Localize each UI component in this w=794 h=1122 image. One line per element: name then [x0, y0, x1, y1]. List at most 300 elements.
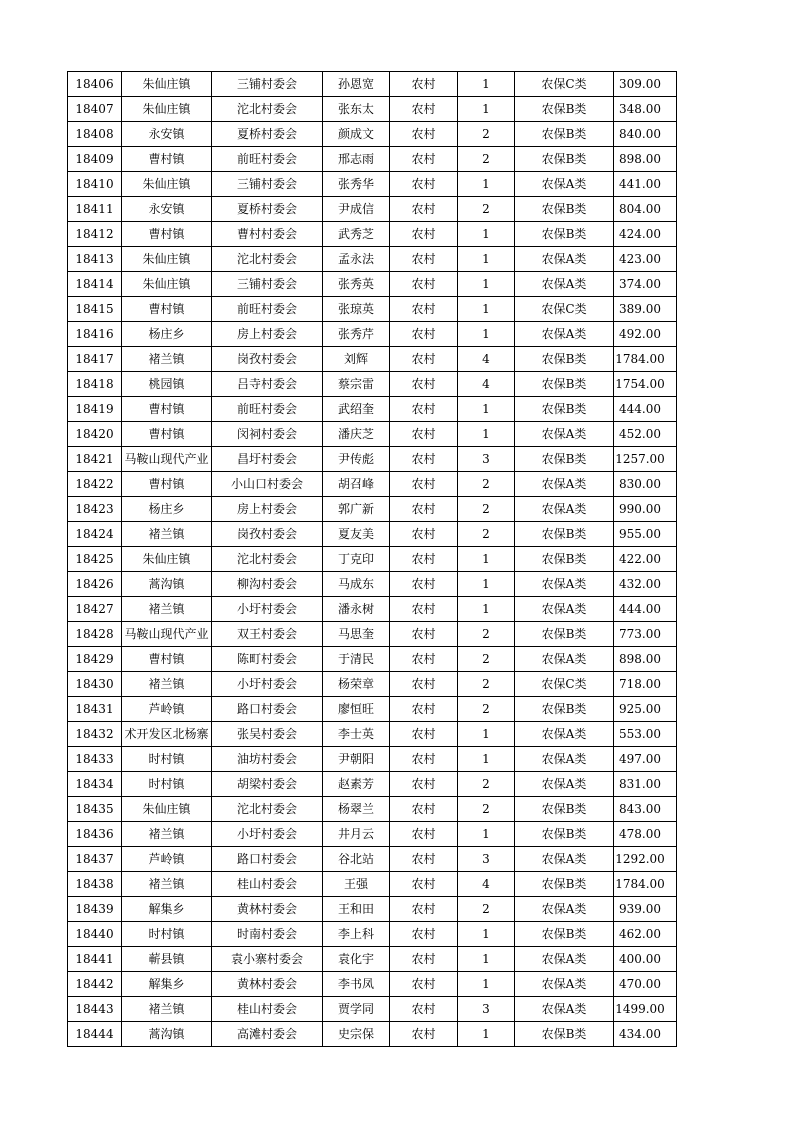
- village-committee-cell: 沱北村委会: [212, 547, 323, 572]
- table-body: [68, 72, 677, 1047]
- area-type-cell: 农村: [390, 522, 458, 547]
- household-size-cell: 1: [458, 547, 515, 572]
- household-size-cell: 2: [458, 647, 515, 672]
- township-cell: 褚兰镇: [122, 822, 212, 847]
- amount-cell: 374.00: [614, 272, 677, 297]
- township-cell: 永安镇: [122, 197, 212, 222]
- record-number-cell: 18438: [68, 872, 122, 897]
- area-type-cell: 农村: [390, 147, 458, 172]
- amount-cell: 1257.00: [614, 447, 677, 472]
- relief-roster-table: [67, 71, 677, 1047]
- amount-cell: 553.00: [614, 722, 677, 747]
- household-size-cell: 2: [458, 797, 515, 822]
- record-number-cell: 18442: [68, 972, 122, 997]
- recipient-name-cell: 夏友美: [323, 522, 390, 547]
- village-committee-cell: 小圩村委会: [212, 597, 323, 622]
- table-row: [68, 472, 677, 497]
- table-row: [68, 847, 677, 872]
- township-cell: 曹村镇: [122, 472, 212, 497]
- household-size-cell: 4: [458, 372, 515, 397]
- assistance-category-cell: 农保B类: [515, 347, 614, 372]
- township-cell: 马鞍山现代产业: [122, 447, 212, 472]
- household-size-cell: 1: [458, 572, 515, 597]
- village-committee-cell: 前旺村委会: [212, 147, 323, 172]
- household-size-cell: 2: [458, 522, 515, 547]
- recipient-name-cell: 颜成文: [323, 122, 390, 147]
- area-type-cell: 农村: [390, 97, 458, 122]
- recipient-name-cell: 武秀芝: [323, 222, 390, 247]
- table-row: [68, 147, 677, 172]
- amount-cell: 898.00: [614, 647, 677, 672]
- township-cell: 朱仙庄镇: [122, 172, 212, 197]
- township-cell: 时村镇: [122, 772, 212, 797]
- recipient-name-cell: 刘辉: [323, 347, 390, 372]
- record-number-cell: 18423: [68, 497, 122, 522]
- recipient-name-cell: 赵素芳: [323, 772, 390, 797]
- recipient-name-cell: 李书凤: [323, 972, 390, 997]
- recipient-name-cell: 廖恒旺: [323, 697, 390, 722]
- household-size-cell: 3: [458, 997, 515, 1022]
- village-committee-cell: 闵祠村委会: [212, 422, 323, 447]
- recipient-name-cell: 王和田: [323, 897, 390, 922]
- household-size-cell: 1: [458, 222, 515, 247]
- assistance-category-cell: 农保A类: [515, 847, 614, 872]
- amount-cell: 990.00: [614, 497, 677, 522]
- amount-cell: 773.00: [614, 622, 677, 647]
- table-row: [68, 747, 677, 772]
- area-type-cell: 农村: [390, 622, 458, 647]
- record-number-cell: 18420: [68, 422, 122, 447]
- village-committee-cell: 柳沟村委会: [212, 572, 323, 597]
- area-type-cell: 农村: [390, 397, 458, 422]
- assistance-category-cell: 农保B类: [515, 872, 614, 897]
- amount-cell: 470.00: [614, 972, 677, 997]
- table-row: [68, 947, 677, 972]
- village-committee-cell: 三铺村委会: [212, 172, 323, 197]
- table-row: [68, 422, 677, 447]
- area-type-cell: 农村: [390, 947, 458, 972]
- township-cell: 朱仙庄镇: [122, 547, 212, 572]
- village-committee-cell: 路口村委会: [212, 847, 323, 872]
- recipient-name-cell: 于清民: [323, 647, 390, 672]
- village-committee-cell: 夏桥村委会: [212, 122, 323, 147]
- township-cell: 芦岭镇: [122, 697, 212, 722]
- household-size-cell: 2: [458, 622, 515, 647]
- township-cell: 朱仙庄镇: [122, 797, 212, 822]
- assistance-category-cell: 农保C类: [515, 672, 614, 697]
- household-size-cell: 1: [458, 297, 515, 322]
- recipient-name-cell: 尹成信: [323, 197, 390, 222]
- assistance-category-cell: 农保B类: [515, 147, 614, 172]
- amount-cell: 925.00: [614, 697, 677, 722]
- township-cell: 褚兰镇: [122, 347, 212, 372]
- area-type-cell: 农村: [390, 772, 458, 797]
- recipient-name-cell: 史宗保: [323, 1022, 390, 1047]
- assistance-category-cell: 农保A类: [515, 747, 614, 772]
- township-cell: 解集乡: [122, 897, 212, 922]
- record-number-cell: 18431: [68, 697, 122, 722]
- household-size-cell: 1: [458, 1022, 515, 1047]
- household-size-cell: 2: [458, 497, 515, 522]
- township-cell: 术开发区北杨寨: [122, 722, 212, 747]
- recipient-name-cell: 贾学同: [323, 997, 390, 1022]
- area-type-cell: 农村: [390, 172, 458, 197]
- amount-cell: 492.00: [614, 322, 677, 347]
- recipient-name-cell: 丁克印: [323, 547, 390, 572]
- record-number-cell: 18407: [68, 97, 122, 122]
- area-type-cell: 农村: [390, 847, 458, 872]
- recipient-name-cell: 武绍奎: [323, 397, 390, 422]
- township-cell: 褚兰镇: [122, 522, 212, 547]
- record-number-cell: 18412: [68, 222, 122, 247]
- recipient-name-cell: 潘永树: [323, 597, 390, 622]
- area-type-cell: 农村: [390, 872, 458, 897]
- household-size-cell: 1: [458, 922, 515, 947]
- assistance-category-cell: 农保A类: [515, 972, 614, 997]
- record-number-cell: 18416: [68, 322, 122, 347]
- table-row: [68, 597, 677, 622]
- amount-cell: 441.00: [614, 172, 677, 197]
- household-size-cell: 1: [458, 272, 515, 297]
- township-cell: 褚兰镇: [122, 672, 212, 697]
- assistance-category-cell: 农保A类: [515, 997, 614, 1022]
- assistance-category-cell: 农保B类: [515, 522, 614, 547]
- record-number-cell: 18435: [68, 797, 122, 822]
- amount-cell: 1499.00: [614, 997, 677, 1022]
- table-row: [68, 97, 677, 122]
- recipient-name-cell: 杨翠兰: [323, 797, 390, 822]
- village-committee-cell: 小圩村委会: [212, 822, 323, 847]
- household-size-cell: 1: [458, 172, 515, 197]
- village-committee-cell: 黄林村委会: [212, 972, 323, 997]
- village-committee-cell: 沱北村委会: [212, 97, 323, 122]
- table-row: [68, 72, 677, 97]
- village-committee-cell: 房上村委会: [212, 322, 323, 347]
- area-type-cell: 农村: [390, 797, 458, 822]
- assistance-category-cell: 农保B类: [515, 222, 614, 247]
- area-type-cell: 农村: [390, 722, 458, 747]
- table-row: [68, 572, 677, 597]
- assistance-category-cell: 农保A类: [515, 647, 614, 672]
- village-committee-cell: 陈町村委会: [212, 647, 323, 672]
- table-row: [68, 997, 677, 1022]
- household-size-cell: 1: [458, 822, 515, 847]
- village-committee-cell: 房上村委会: [212, 497, 323, 522]
- amount-cell: 804.00: [614, 197, 677, 222]
- table-row: [68, 722, 677, 747]
- assistance-category-cell: 农保B类: [515, 922, 614, 947]
- record-number-cell: 18414: [68, 272, 122, 297]
- assistance-category-cell: 农保A类: [515, 947, 614, 972]
- table-row: [68, 1022, 677, 1047]
- table-row: [68, 972, 677, 997]
- area-type-cell: 农村: [390, 72, 458, 97]
- recipient-name-cell: 张琼英: [323, 297, 390, 322]
- area-type-cell: 农村: [390, 372, 458, 397]
- amount-cell: 497.00: [614, 747, 677, 772]
- record-number-cell: 18428: [68, 622, 122, 647]
- township-cell: 曹村镇: [122, 222, 212, 247]
- recipient-name-cell: 马思奎: [323, 622, 390, 647]
- table-row: [68, 172, 677, 197]
- record-number-cell: 18415: [68, 297, 122, 322]
- household-size-cell: 3: [458, 847, 515, 872]
- township-cell: 杨庄乡: [122, 322, 212, 347]
- assistance-category-cell: 农保B类: [515, 697, 614, 722]
- amount-cell: 718.00: [614, 672, 677, 697]
- assistance-category-cell: 农保B类: [515, 97, 614, 122]
- household-size-cell: 1: [458, 72, 515, 97]
- recipient-name-cell: 袁化宇: [323, 947, 390, 972]
- household-size-cell: 2: [458, 472, 515, 497]
- assistance-category-cell: 农保A类: [515, 272, 614, 297]
- area-type-cell: 农村: [390, 497, 458, 522]
- assistance-category-cell: 农保A类: [515, 472, 614, 497]
- village-committee-cell: 曹村村委会: [212, 222, 323, 247]
- record-number-cell: 18417: [68, 347, 122, 372]
- area-type-cell: 农村: [390, 972, 458, 997]
- amount-cell: 444.00: [614, 597, 677, 622]
- township-cell: 朱仙庄镇: [122, 272, 212, 297]
- village-committee-cell: 时南村委会: [212, 922, 323, 947]
- township-cell: 曹村镇: [122, 422, 212, 447]
- recipient-name-cell: 潘庆芝: [323, 422, 390, 447]
- amount-cell: 1784.00: [614, 347, 677, 372]
- table-row: [68, 247, 677, 272]
- household-size-cell: 2: [458, 197, 515, 222]
- record-number-cell: 18408: [68, 122, 122, 147]
- village-committee-cell: 三铺村委会: [212, 272, 323, 297]
- village-committee-cell: 沱北村委会: [212, 797, 323, 822]
- amount-cell: 422.00: [614, 547, 677, 572]
- village-committee-cell: 小山口村委会: [212, 472, 323, 497]
- township-cell: 曹村镇: [122, 147, 212, 172]
- amount-cell: 424.00: [614, 222, 677, 247]
- amount-cell: 1292.00: [614, 847, 677, 872]
- area-type-cell: 农村: [390, 272, 458, 297]
- record-number-cell: 18427: [68, 597, 122, 622]
- household-size-cell: 1: [458, 247, 515, 272]
- record-number-cell: 18440: [68, 922, 122, 947]
- record-number-cell: 18439: [68, 897, 122, 922]
- recipient-name-cell: 井月云: [323, 822, 390, 847]
- assistance-category-cell: 农保A类: [515, 422, 614, 447]
- record-number-cell: 18433: [68, 747, 122, 772]
- amount-cell: 462.00: [614, 922, 677, 947]
- area-type-cell: 农村: [390, 697, 458, 722]
- household-size-cell: 4: [458, 347, 515, 372]
- record-number-cell: 18426: [68, 572, 122, 597]
- table-row: [68, 672, 677, 697]
- village-committee-cell: 路口村委会: [212, 697, 323, 722]
- household-size-cell: 4: [458, 872, 515, 897]
- area-type-cell: 农村: [390, 822, 458, 847]
- record-number-cell: 18410: [68, 172, 122, 197]
- recipient-name-cell: 郭广新: [323, 497, 390, 522]
- area-type-cell: 农村: [390, 472, 458, 497]
- township-cell: 蒿沟镇: [122, 572, 212, 597]
- recipient-name-cell: 胡召峰: [323, 472, 390, 497]
- record-number-cell: 18434: [68, 772, 122, 797]
- table-row: [68, 447, 677, 472]
- assistance-category-cell: 农保A类: [515, 572, 614, 597]
- village-committee-cell: 张吴村委会: [212, 722, 323, 747]
- village-committee-cell: 桂山村委会: [212, 872, 323, 897]
- household-size-cell: 1: [458, 422, 515, 447]
- household-size-cell: 1: [458, 322, 515, 347]
- area-type-cell: 农村: [390, 247, 458, 272]
- assistance-category-cell: 农保B类: [515, 822, 614, 847]
- table-row: [68, 822, 677, 847]
- table-row: [68, 872, 677, 897]
- recipient-name-cell: 尹朝阳: [323, 747, 390, 772]
- township-cell: 永安镇: [122, 122, 212, 147]
- household-size-cell: 1: [458, 597, 515, 622]
- recipient-name-cell: 孙恩宽: [323, 72, 390, 97]
- amount-cell: 309.00: [614, 72, 677, 97]
- village-committee-cell: 黄林村委会: [212, 897, 323, 922]
- township-cell: 解集乡: [122, 972, 212, 997]
- household-size-cell: 2: [458, 672, 515, 697]
- area-type-cell: 农村: [390, 447, 458, 472]
- amount-cell: 955.00: [614, 522, 677, 547]
- area-type-cell: 农村: [390, 297, 458, 322]
- recipient-name-cell: 马成东: [323, 572, 390, 597]
- township-cell: 蕲县镇: [122, 947, 212, 972]
- village-committee-cell: 油坊村委会: [212, 747, 323, 772]
- township-cell: 桃园镇: [122, 372, 212, 397]
- township-cell: 曹村镇: [122, 647, 212, 672]
- assistance-category-cell: 农保A类: [515, 722, 614, 747]
- amount-cell: 831.00: [614, 772, 677, 797]
- table-row: [68, 922, 677, 947]
- assistance-category-cell: 农保B类: [515, 372, 614, 397]
- amount-cell: 830.00: [614, 472, 677, 497]
- recipient-name-cell: 谷北站: [323, 847, 390, 872]
- village-committee-cell: 高滩村委会: [212, 1022, 323, 1047]
- assistance-category-cell: 农保A类: [515, 897, 614, 922]
- assistance-category-cell: 农保A类: [515, 172, 614, 197]
- village-committee-cell: 袁小寨村委会: [212, 947, 323, 972]
- township-cell: 曹村镇: [122, 297, 212, 322]
- amount-cell: 400.00: [614, 947, 677, 972]
- record-number-cell: 18406: [68, 72, 122, 97]
- area-type-cell: 农村: [390, 122, 458, 147]
- township-cell: 朱仙庄镇: [122, 72, 212, 97]
- township-cell: 杨庄乡: [122, 497, 212, 522]
- village-committee-cell: 三铺村委会: [212, 72, 323, 97]
- amount-cell: 478.00: [614, 822, 677, 847]
- table-row: [68, 322, 677, 347]
- household-size-cell: 1: [458, 97, 515, 122]
- township-cell: 芦岭镇: [122, 847, 212, 872]
- amount-cell: 898.00: [614, 147, 677, 172]
- area-type-cell: 农村: [390, 747, 458, 772]
- township-cell: 褚兰镇: [122, 997, 212, 1022]
- village-committee-cell: 岗孜村委会: [212, 347, 323, 372]
- area-type-cell: 农村: [390, 322, 458, 347]
- record-number-cell: 18418: [68, 372, 122, 397]
- village-committee-cell: 双王村委会: [212, 622, 323, 647]
- amount-cell: 434.00: [614, 1022, 677, 1047]
- amount-cell: 843.00: [614, 797, 677, 822]
- table-row: [68, 272, 677, 297]
- area-type-cell: 农村: [390, 672, 458, 697]
- household-size-cell: 1: [458, 747, 515, 772]
- record-number-cell: 18429: [68, 647, 122, 672]
- village-committee-cell: 前旺村委会: [212, 297, 323, 322]
- assistance-category-cell: 农保A类: [515, 772, 614, 797]
- record-number-cell: 18432: [68, 722, 122, 747]
- area-type-cell: 农村: [390, 897, 458, 922]
- amount-cell: 840.00: [614, 122, 677, 147]
- village-committee-cell: 沱北村委会: [212, 247, 323, 272]
- recipient-name-cell: 李上科: [323, 922, 390, 947]
- table-row: [68, 622, 677, 647]
- household-size-cell: 1: [458, 397, 515, 422]
- record-number-cell: 18424: [68, 522, 122, 547]
- record-number-cell: 18419: [68, 397, 122, 422]
- assistance-category-cell: 农保A类: [515, 497, 614, 522]
- recipient-name-cell: 张秀华: [323, 172, 390, 197]
- record-number-cell: 18443: [68, 997, 122, 1022]
- table-row: [68, 897, 677, 922]
- household-size-cell: 2: [458, 122, 515, 147]
- village-committee-cell: 小圩村委会: [212, 672, 323, 697]
- record-number-cell: 18421: [68, 447, 122, 472]
- area-type-cell: 农村: [390, 347, 458, 372]
- household-size-cell: 2: [458, 697, 515, 722]
- township-cell: 时村镇: [122, 747, 212, 772]
- amount-cell: 423.00: [614, 247, 677, 272]
- record-number-cell: 18409: [68, 147, 122, 172]
- assistance-category-cell: 农保B类: [515, 797, 614, 822]
- record-number-cell: 18430: [68, 672, 122, 697]
- record-number-cell: 18411: [68, 197, 122, 222]
- township-cell: 蒿沟镇: [122, 1022, 212, 1047]
- village-committee-cell: 昌圩村委会: [212, 447, 323, 472]
- household-size-cell: 2: [458, 897, 515, 922]
- township-cell: 褚兰镇: [122, 597, 212, 622]
- area-type-cell: 农村: [390, 997, 458, 1022]
- recipient-name-cell: 蔡宗雷: [323, 372, 390, 397]
- household-size-cell: 2: [458, 147, 515, 172]
- township-cell: 褚兰镇: [122, 872, 212, 897]
- amount-cell: 1784.00: [614, 872, 677, 897]
- record-number-cell: 18422: [68, 472, 122, 497]
- area-type-cell: 农村: [390, 547, 458, 572]
- amount-cell: 432.00: [614, 572, 677, 597]
- amount-cell: 389.00: [614, 297, 677, 322]
- township-cell: 时村镇: [122, 922, 212, 947]
- recipient-name-cell: 张东太: [323, 97, 390, 122]
- table-row: [68, 297, 677, 322]
- record-number-cell: 18436: [68, 822, 122, 847]
- recipient-name-cell: 张秀英: [323, 272, 390, 297]
- amount-cell: 444.00: [614, 397, 677, 422]
- table-row: [68, 697, 677, 722]
- village-committee-cell: 夏桥村委会: [212, 197, 323, 222]
- assistance-category-cell: 农保B类: [515, 447, 614, 472]
- record-number-cell: 18441: [68, 947, 122, 972]
- assistance-category-cell: 农保C类: [515, 297, 614, 322]
- assistance-category-cell: 农保B类: [515, 197, 614, 222]
- area-type-cell: 农村: [390, 922, 458, 947]
- recipient-name-cell: 张秀芹: [323, 322, 390, 347]
- assistance-category-cell: 农保B类: [515, 622, 614, 647]
- assistance-category-cell: 农保C类: [515, 72, 614, 97]
- area-type-cell: 农村: [390, 597, 458, 622]
